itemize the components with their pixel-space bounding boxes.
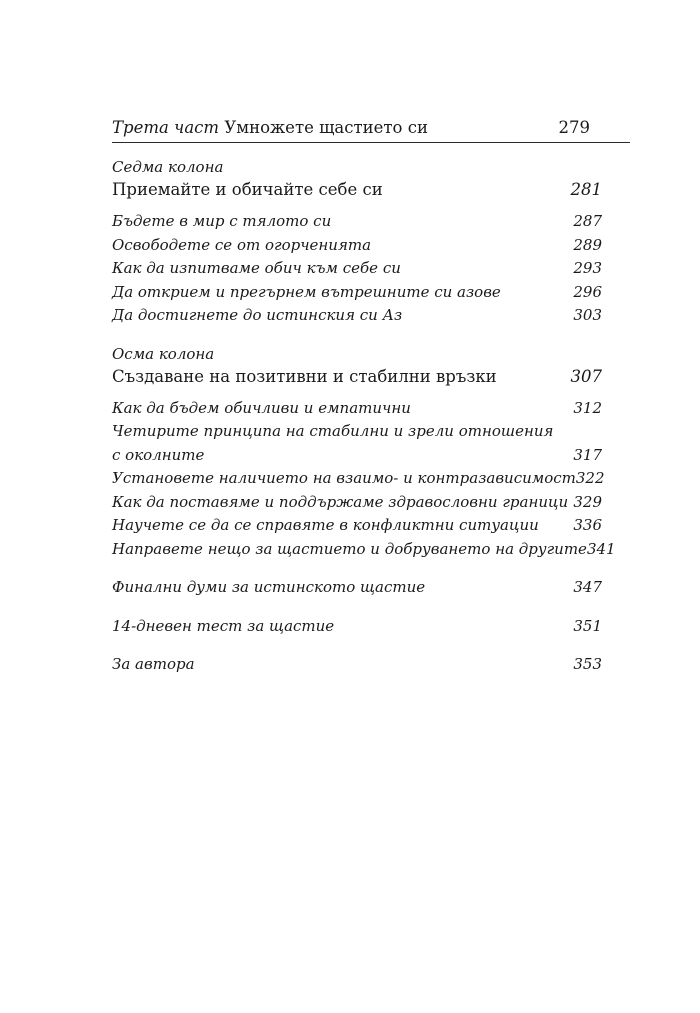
- toc-entry-page: 329: [573, 492, 602, 511]
- toc-entry: [112, 304, 630, 328]
- toc-entry-title: Освободете се от огорченията: [112, 235, 372, 254]
- column-seven-title: Приемайте и обичайте себе си: [112, 180, 383, 199]
- part-heading: [112, 114, 630, 143]
- toc-entry: [112, 257, 630, 281]
- toc-entry: [112, 467, 630, 491]
- toc-entry-title: Четирите принципа на стабилни и зрели отношения: [112, 422, 554, 440]
- toc-entry: [112, 397, 630, 421]
- toc-entry-page: 336: [573, 516, 602, 534]
- column-eight-page-number: 307: [570, 366, 602, 386]
- toc-entry-title: Бъдете в мир с тялото си: [112, 212, 332, 230]
- toc-entry-title: Как да бъдем обичливи и емпатични: [112, 398, 411, 417]
- column-seven-label: Седма колона: [112, 158, 224, 176]
- toc-entry-page: 312: [573, 398, 602, 417]
- toc-entry-page: 287: [573, 212, 602, 230]
- toc-entry: [112, 281, 630, 305]
- toc-entry: [112, 538, 630, 562]
- toc-entry-title: Как да поставяме и поддържаме здравословни граници: [112, 492, 569, 511]
- part-title: Умножете щастието си: [224, 118, 428, 137]
- closing-entry-title: 14-дневен тест за щастие: [112, 616, 335, 635]
- toc-entry-title: Установете наличието на взаимо- и контразависимост: [112, 469, 576, 487]
- closing-entry-title: За автора: [112, 655, 195, 673]
- toc-entry-page: 341: [586, 539, 616, 558]
- table-of-contents: [112, 114, 630, 677]
- toc-entry-title: Направете нещо за щастието и добруването на другите: [112, 539, 587, 558]
- column-eight-label: Осма колона: [112, 344, 215, 363]
- closing-entry-page: 353: [573, 655, 602, 673]
- toc-entry: [112, 444, 630, 468]
- toc-entry-page: 303: [573, 306, 602, 324]
- toc-entry-title: Да открием и прегърнем вътрешните си азове: [112, 282, 501, 301]
- toc-entry: [112, 210, 630, 234]
- toc-entry-page: 296: [573, 282, 602, 301]
- closing-entry-page: 347: [573, 578, 602, 596]
- toc-entry-title: Научете се да се справяте в конфликтни ситуации: [112, 516, 539, 534]
- part-page-number: 279: [558, 118, 590, 137]
- toc-entry-title: с околните: [112, 445, 205, 464]
- closing-entry: [112, 653, 630, 677]
- toc-entry-page: 317: [573, 445, 602, 464]
- toc-entry: [112, 491, 630, 515]
- column-seven-page-number: 281: [570, 180, 602, 199]
- column-seven-title-row: [112, 178, 630, 202]
- column-eight-title: Създаване на позитивни и стабилни връзки: [112, 366, 497, 386]
- toc-entry-title: Как да изпитваме обич към себе си: [112, 259, 401, 277]
- closing-entry: [112, 615, 630, 639]
- toc-entry-page: 289: [573, 235, 602, 254]
- closing-entry-title: Финални думи за истинското щастие: [112, 578, 426, 596]
- closing-entry-page: 351: [573, 616, 602, 635]
- column-eight-title-row: [112, 365, 630, 389]
- closing-entry: [112, 576, 630, 600]
- part-label: Трета част: [112, 118, 220, 137]
- toc-entry-page: 293: [573, 259, 602, 277]
- part-heading-text: [112, 114, 428, 142]
- toc-entry-page: 322: [575, 469, 605, 487]
- toc-entry: [112, 234, 630, 258]
- toc-entry: [112, 420, 630, 444]
- toc-entry: [112, 514, 630, 538]
- toc-entry-title: Да достигнете до истинския си Аз: [112, 306, 403, 324]
